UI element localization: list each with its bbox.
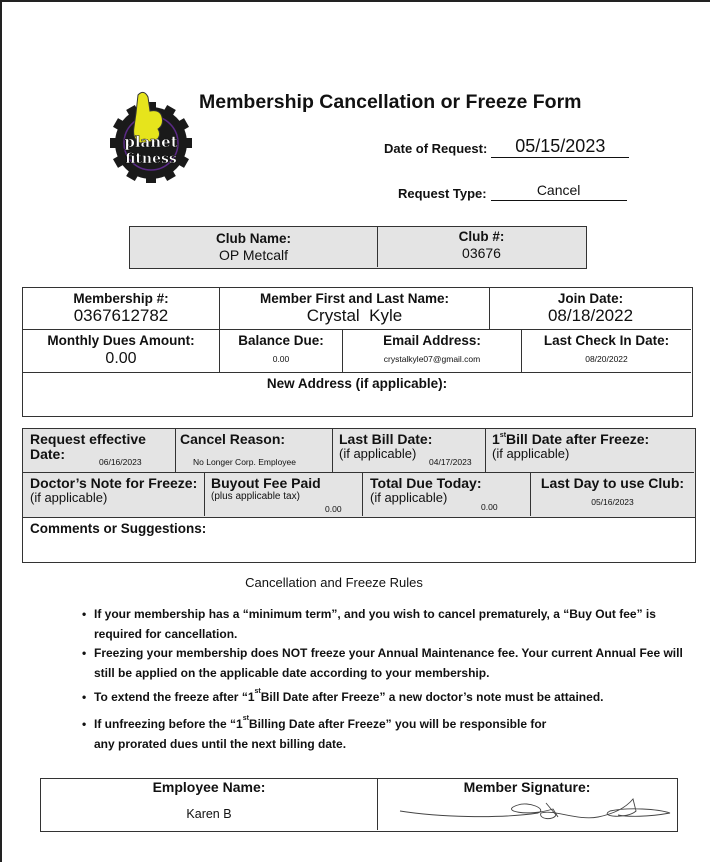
request-effective-label: Request effective — [30, 431, 146, 447]
club-info-box — [129, 226, 587, 269]
bullet-icon: • — [82, 717, 87, 731]
bullet-icon: • — [82, 607, 87, 621]
member-signature-label: Member Signature: — [463, 779, 591, 795]
club-number-value: 03676 — [462, 245, 501, 261]
doctors-note-cell — [23, 473, 205, 516]
first-bill-sub: (if applicable) — [492, 446, 570, 461]
bullet-icon: • — [82, 690, 87, 704]
rule-item: • Freezing your membership does NOT freeze your Annual Maintenance fee. Your current Annual Fee will still be applied on the applicable date according to your membership. — [82, 646, 683, 680]
first-bill-label-pre: 1 — [492, 431, 500, 447]
club-number-label: Club #: — [458, 229, 505, 244]
cancel-reason-value: No Longer Corp. Employee — [193, 457, 297, 467]
last-day-cell — [531, 473, 694, 519]
total-due-value: 0.00 — [481, 502, 498, 512]
membership-number-cell — [23, 288, 220, 330]
balance-due-cell — [220, 330, 343, 373]
club-name-value: OP Metcalf — [219, 247, 288, 263]
request-type-field — [398, 180, 627, 201]
request-effective-date-cell — [23, 429, 176, 473]
club-name-cell — [130, 227, 378, 267]
last-bill-date-cell — [333, 429, 486, 473]
last-checkin-value: 08/20/2022 — [585, 354, 628, 364]
first-bill-label-sup: st — [499, 432, 507, 439]
member-name-label: Member First and Last Name: — [259, 291, 450, 306]
last-bill-date-sub: (if applicable) — [339, 446, 417, 461]
join-date-label: Join Date: — [557, 291, 624, 306]
form-title: Membership Cancellation or Freeze Form — [199, 91, 582, 113]
buyout-fee-value: 0.00 — [325, 504, 342, 514]
rule-item: • If your membership has a “minimum term”, and you wish to cancel prematurely, a “Buy Out fee” is required for cancellation. — [82, 607, 656, 641]
last-checkin-label: Last Check In Date: — [543, 333, 670, 348]
doctors-note-sub: (if applicable) — [30, 490, 108, 505]
balance-due-value: 0.00 — [272, 354, 290, 364]
total-due-label: Total Due Today: — [370, 475, 482, 491]
email-label: Email Address: — [383, 333, 481, 348]
cancel-reason-cell — [176, 429, 333, 473]
last-day-label: Last Day to use Club: — [540, 475, 685, 491]
request-type-value[interactable]: Cancel — [491, 180, 627, 201]
bullet-icon: • — [82, 646, 87, 660]
balance-due-label: Balance Due: — [238, 333, 324, 348]
monthly-dues-value: 0.00 — [105, 350, 137, 367]
request-effective-value: 06/16/2023 — [99, 457, 142, 467]
date-of-request-field — [384, 135, 629, 158]
employee-name-cell — [41, 779, 378, 830]
comments-label: Comments or Suggestions: — [30, 521, 207, 536]
buyout-fee-sub: (plus applicable tax) — [211, 491, 300, 502]
first-bill-label-post: Bill Date after Freeze: — [506, 431, 650, 447]
new-address-cell — [23, 374, 691, 416]
rule-item: • To extend the freeze after “1stBill Date after Freeze” a new doctor’s note must be attained. — [82, 688, 694, 708]
monthly-dues-cell — [23, 330, 220, 373]
club-number-cell — [378, 229, 585, 262]
employee-name-label: Employee Name: — [152, 779, 266, 795]
employee-name-value: Karen B — [186, 807, 232, 821]
club-name-label: Club Name: — [215, 231, 291, 246]
rules-title: Cancellation and Freeze Rules — [245, 575, 423, 590]
buyout-fee-cell — [205, 473, 363, 516]
cancel-reason-label: Cancel Reason: — [180, 431, 286, 447]
handwritten-signature-icon — [378, 795, 676, 825]
new-address-label: New Address (if applicable): — [266, 376, 448, 391]
svg-text:planet: planet — [124, 133, 178, 151]
doctors-note-label: Doctor’s Note for Freeze: — [30, 475, 198, 491]
date-of-request-value[interactable]: 05/15/2023 — [491, 135, 629, 158]
membership-number-label: Membership #: — [73, 291, 169, 306]
buyout-fee-label: Buyout Fee Paid — [211, 475, 321, 491]
request-details-box — [22, 428, 696, 518]
monthly-dues-label: Monthly Dues Amount: — [47, 333, 195, 348]
member-signature-cell[interactable] — [378, 780, 676, 830]
member-info-box — [22, 287, 693, 417]
join-date-cell — [490, 288, 691, 330]
planet-fitness-logo-icon — [108, 87, 194, 183]
total-due-cell — [363, 473, 531, 516]
email-value: crystalkyle07@gmail.com — [383, 354, 481, 364]
signoff-box — [40, 778, 678, 832]
email-cell — [343, 330, 522, 373]
membership-number-value: 0367612782 — [73, 306, 169, 325]
last-checkin-cell — [522, 330, 691, 373]
rule-item: • If unfreezing before the “1stBilling Date after Freeze” you will be responsible for any prorated dues until the next billing date. — [82, 715, 547, 751]
comments-box — [22, 517, 696, 563]
join-date-value: 08/18/2022 — [547, 306, 634, 325]
member-name-value: Crystal Kyle — [306, 306, 403, 325]
request-type-label: Request Type: — [398, 186, 487, 201]
svg-text:fitness: fitness — [125, 151, 177, 167]
request-effective-label-2: Date: — [30, 446, 66, 462]
last-day-value: 05/16/2023 — [591, 497, 634, 507]
first-bill-after-freeze-cell — [486, 429, 694, 473]
total-due-sub: (if applicable) — [370, 490, 448, 505]
member-name-cell — [220, 288, 490, 330]
last-bill-date-value: 04/17/2023 — [429, 457, 472, 467]
date-of-request-label: Date of Request: — [384, 141, 488, 156]
last-bill-date-label: Last Bill Date: — [339, 431, 433, 447]
